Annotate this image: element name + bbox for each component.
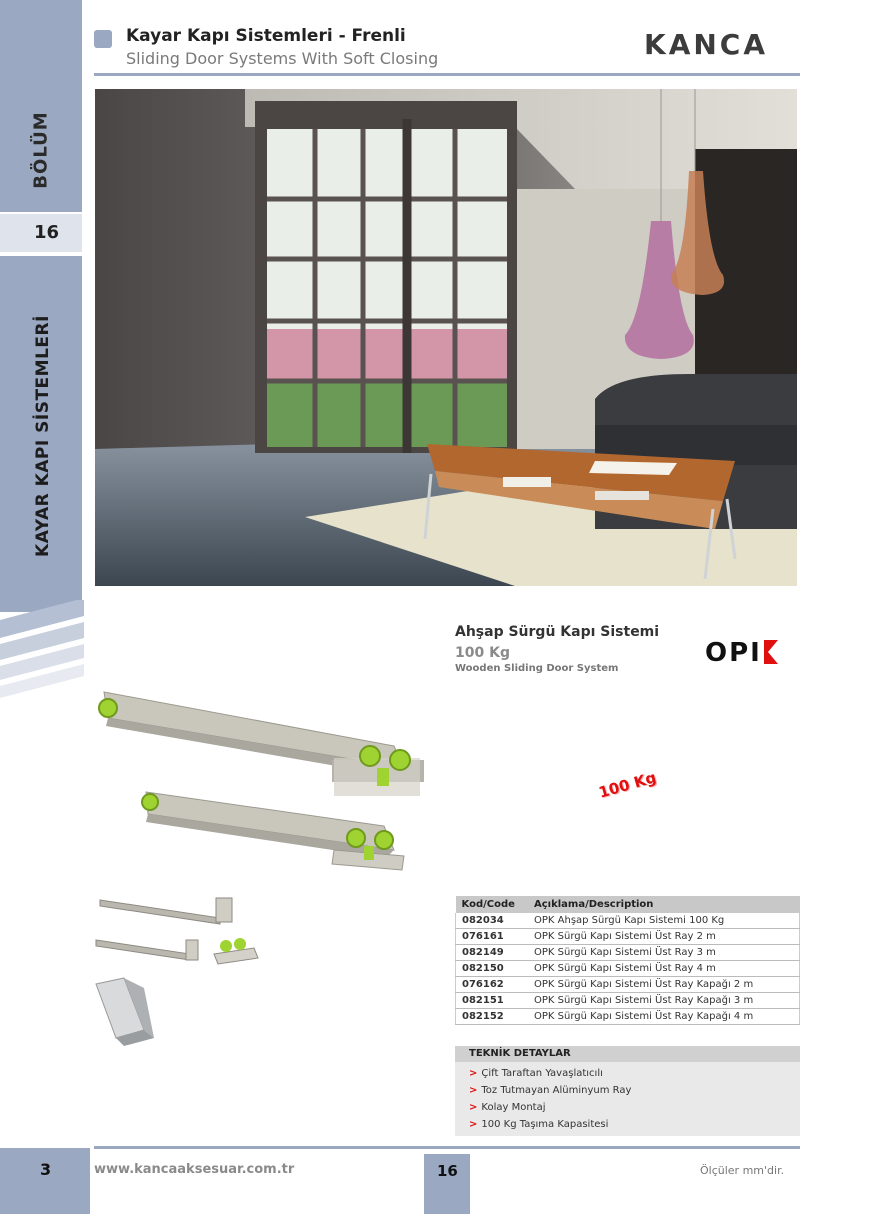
rail-accessories-image [94, 892, 274, 1052]
table-cell-description: OPK Sürgü Kapı Sistemi Üst Ray Kapağı 2 m [528, 977, 800, 993]
table-row [456, 913, 800, 929]
product-capacity: 100 Kg [455, 645, 510, 661]
table-row [456, 1009, 800, 1025]
product-name: Ahşap Sürgü Kapı Sistemi [455, 624, 660, 640]
footer-chapter-number: 16 [437, 1162, 458, 1180]
table-cell-code: 082034 [456, 913, 529, 929]
table-cell-description: OPK Ahşap Sürgü Kapı Sistemi 100 Kg [528, 913, 800, 929]
table-cell-description: OPK Sürgü Kapı Sistemi Üst Ray 4 m [528, 961, 800, 977]
page-title: Kayar Kapı Sistemleri - Frenli [126, 26, 406, 46]
table-cell-code: 076162 [456, 977, 529, 993]
table-cell-code: 082150 [456, 961, 529, 977]
list-item: > Toz Tutmayan Alüminyum Ray [469, 1085, 632, 1096]
tech-details-list [455, 1062, 800, 1136]
room-photo [95, 89, 797, 586]
brand-logo: KANCA [644, 28, 769, 61]
header-marker [94, 30, 112, 48]
table-cell-code: 076161 [456, 929, 529, 945]
table-header-description: Açıklama/Description [528, 896, 800, 913]
list-item: > 100 Kg Taşıma Kapasitesi [469, 1119, 609, 1130]
footer-divider [94, 1146, 800, 1149]
footer-page-number: 3 [40, 1160, 52, 1179]
footer-units-note: Ölçüler mm'dir. [700, 1164, 785, 1177]
chevron-right-icon: > [469, 1119, 478, 1130]
sidebar-chapter-number: 16 [34, 222, 60, 243]
capacity-stamp: 100 Kg [596, 768, 659, 802]
chevron-right-icon: > [469, 1085, 478, 1096]
opi-logo: OPI [705, 638, 778, 668]
product-table [455, 896, 800, 1025]
table-cell-description: OPK Sürgü Kapı Sistemi Üst Ray Kapağı 4 m [528, 1009, 800, 1025]
table-cell-code: 082151 [456, 993, 529, 1009]
list-item: > Kolay Montaj [469, 1102, 546, 1113]
footer-website-link[interactable]: www.kancaaksesuar.com.tr [94, 1162, 295, 1177]
page-subtitle: Sliding Door Systems With Soft Closing [126, 49, 439, 68]
table-header-row [456, 896, 800, 913]
table-header-code: Kod/Code [456, 896, 529, 913]
tech-details-title: TEKNİK DETAYLAR [469, 1048, 571, 1059]
chevron-right-icon: > [469, 1068, 478, 1079]
sidebar-stripes [0, 600, 84, 710]
product-name-en: Wooden Sliding Door System [455, 663, 619, 674]
table-row [456, 993, 800, 1009]
table-cell-description: OPK Sürgü Kapı Sistemi Üst Ray 2 m [528, 929, 800, 945]
table-row [456, 929, 800, 945]
opi-logo-arrow-icon [762, 640, 778, 664]
chevron-right-icon: > [469, 1102, 478, 1113]
tech-details-header [455, 1046, 800, 1062]
table-row [456, 945, 800, 961]
sidebar-chapter-label-wrap [0, 0, 82, 212]
sliding-door-hardware-image [94, 680, 434, 880]
table-row [456, 961, 800, 977]
footer-chapter-tab [424, 1154, 470, 1214]
table-cell-description: OPK Sürgü Kapı Sistemi Üst Ray 3 m [528, 945, 800, 961]
list-item: > Çift Taraftan Yavaşlatıcılı [469, 1068, 603, 1079]
table-cell-code: 082149 [456, 945, 529, 961]
table-cell-description: OPK Sürgü Kapı Sistemi Üst Ray Kapağı 3 m [528, 993, 800, 1009]
footer-page-box [0, 1148, 90, 1214]
table-row [456, 977, 800, 993]
sidebar-section-block [0, 256, 82, 612]
sidebar-section-label: KAYAR KAPI SİSTEMLERİ [33, 315, 53, 557]
header-divider [94, 73, 800, 76]
table-cell-code: 082152 [456, 1009, 529, 1025]
sidebar-chapter-number-box [0, 214, 82, 252]
sidebar-chapter-label: BÖLÜM [30, 111, 52, 189]
